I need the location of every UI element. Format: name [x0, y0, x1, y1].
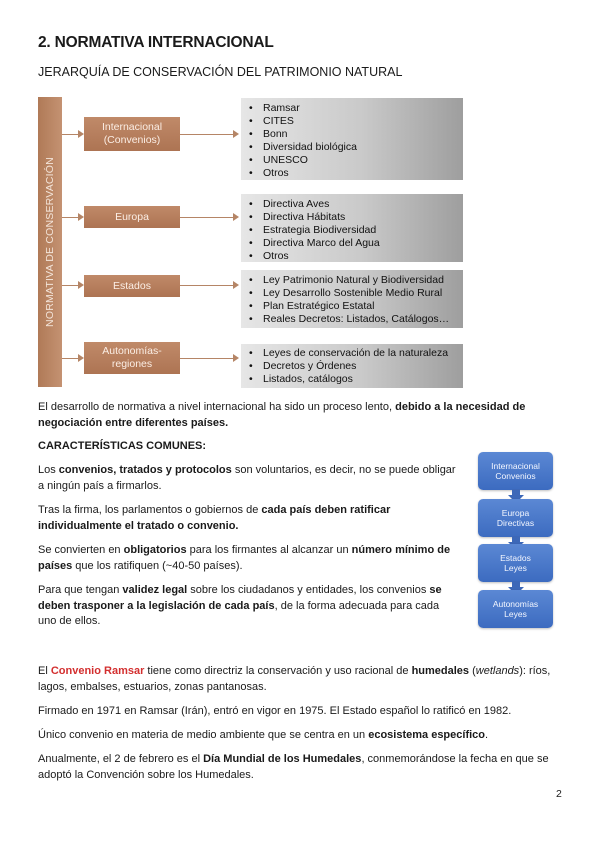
page-number: 2 — [556, 788, 562, 800]
list-item: • Bonn — [249, 128, 463, 141]
characteristics-paragraph-2: Tras la firma, los parlamentos o gobiernos de cada país deben ratificar individualmente el tratado o convenio. — [38, 504, 391, 532]
list-item: • Ley Patrimonio Natural y Biodiversidad — [249, 274, 463, 287]
arrow-right-icon — [233, 354, 239, 362]
section-subtitle: JERARQUÍA DE CONSERVACIÓN DEL PATRIMONIO NATURAL — [38, 65, 403, 79]
list-item: • Listados, catálogos — [249, 373, 463, 386]
items-box-estados — [241, 270, 463, 328]
intro-paragraph: El desarrollo de normativa a nivel internacional ha sido un proceso lento, debido a la necesidad de negociación entre diferentes países. — [38, 401, 526, 429]
list-item: • Decretos y Órdenes — [249, 360, 463, 373]
arrow-right-icon — [233, 213, 239, 221]
level-box-europa — [84, 206, 180, 228]
list-item: • Otros — [249, 167, 463, 180]
ramsar-paragraph-4: Anualmente, el 2 de febrero es el Día Mundial de los Humedales, conmemorándose la fecha en que se adoptó la Convención sobre los Humedales. — [38, 753, 549, 781]
level-label: Internacional — [101, 121, 163, 133]
characteristics-paragraph-3: Se convierten en obligatorios para los firmantes al alcanzar un número mínimo de países que los ratifiquen (~40-50 países). — [38, 544, 451, 572]
items-box-autonomias — [241, 344, 463, 388]
page-title: 2. NORMATIVA INTERNACIONAL — [38, 34, 274, 51]
items-box-europa — [241, 194, 463, 262]
list-item: • CITES — [249, 115, 463, 128]
characteristics-paragraph-4: Para que tengan validez legal sobre los ciudadanos y entidades, los convenios se deben trasponer a la legislación de cada país, de la forma adecuada para cada uno de ellos. — [38, 584, 442, 628]
arrow-right-icon — [233, 281, 239, 289]
list-item: • Directiva Hábitats — [249, 211, 463, 224]
level-box-estados — [84, 275, 180, 297]
list-item: • Ley Desarrollo Sostenible Medio Rural — [249, 287, 463, 300]
list-item: • Directiva Aves — [249, 198, 463, 211]
arrow-right-icon — [233, 130, 239, 138]
flow-box-internacional: Internacional Convenios — [478, 452, 553, 490]
list-item: • Ramsar — [249, 102, 463, 115]
list-item: • Otros — [249, 250, 463, 263]
connector-line — [180, 217, 234, 218]
ramsar-paragraph-1: El Convenio Ramsar tiene como directriz la conservación y uso racional de humedales (wetlands): ríos, lagos, embalses, estuarios, zonas pantanosas. — [38, 665, 551, 693]
level-box-internacional — [84, 117, 180, 151]
level-label: (Convenios) — [103, 134, 161, 146]
list-item: • Plan Estratégico Estatal — [249, 300, 463, 313]
flow-box-autonomias: Autonomías Leyes — [478, 590, 553, 628]
list-item: • Directiva Marco del Agua — [249, 237, 463, 250]
connector-line — [180, 358, 234, 359]
level-box-autonomias — [84, 342, 180, 374]
connector-line — [180, 134, 234, 135]
ramsar-paragraph-3: Único convenio en materia de medio ambiente que se centra en un ecosistema específico. — [38, 729, 489, 741]
level-label: regiones — [111, 358, 153, 370]
items-box-internacional — [241, 98, 463, 180]
level-label: Estados — [113, 279, 151, 292]
list-item: • UNESCO — [249, 154, 463, 167]
flow-box-estados: Estados Leyes — [478, 544, 553, 582]
level-label: Europa — [115, 210, 149, 223]
characteristics-paragraph-1: Los convenios, tratados y protocolos son voluntarios, es decir, no se puede obligar a ningún país a firmarlos. — [38, 464, 456, 492]
list-item: • Diversidad biológica — [249, 141, 463, 154]
list-item: • Leyes de conservación de la naturaleza — [249, 347, 463, 360]
characteristics-heading: CARACTERÍSTICAS COMUNES: — [38, 440, 207, 452]
ramsar-paragraph-2: Firmado en 1971 en Ramsar (Irán), entró en vigor en 1975. El Estado español lo ratificó en 1982. — [38, 705, 512, 717]
list-item: • Estrategia Biodiversidad — [249, 224, 463, 237]
connector-line — [180, 285, 234, 286]
hierarchy-side-label: NORMATIVA DE CONSERVACIÓN — [44, 157, 56, 327]
list-item: • Reales Decretos: Listados, Catálogos… — [249, 313, 463, 326]
flow-box-europa: Europa Directivas — [478, 499, 553, 537]
level-label: Autonomías- — [102, 345, 162, 357]
